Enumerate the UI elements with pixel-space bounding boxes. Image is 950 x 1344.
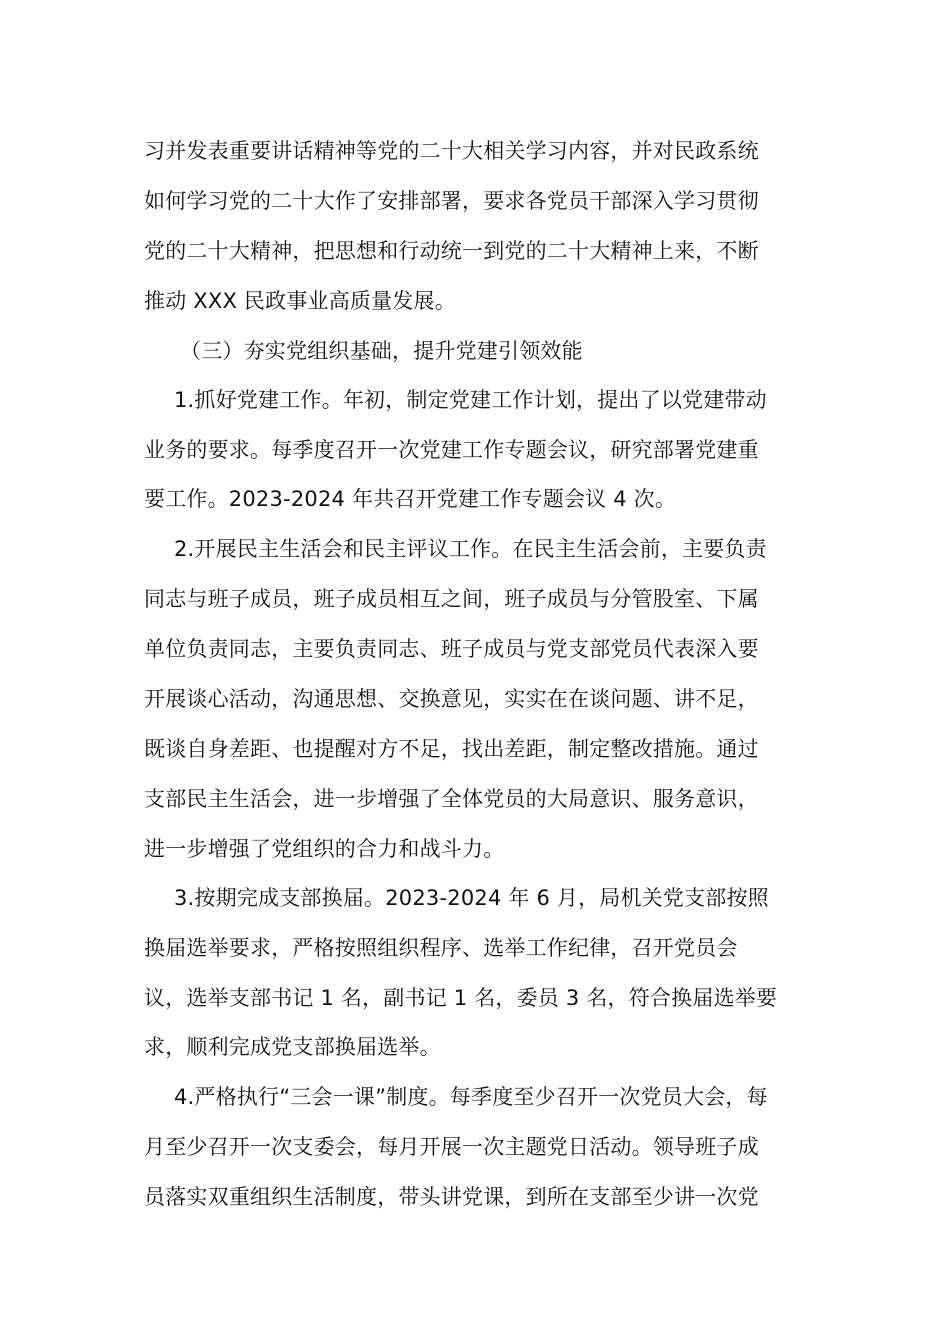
- item-3-line: 3.按期完成支部换届。2023-2024 年 6 月，局机关党支部按照: [174, 886, 769, 910]
- text-line: 如何学习党的二十大作了安排部署，要求各党员干部深入学习贯彻: [144, 189, 759, 213]
- item-2-line: 支部民主生活会，进一步增强了全体党员的大局意识、服务意识，: [144, 787, 759, 811]
- item-2-line: 进一步增强了党组织的合力和战斗力。: [144, 837, 505, 861]
- text-line: 习并发表重要讲话精神等党的二十大相关学习内容，并对民政系统: [144, 139, 759, 163]
- item-2-line: 既谈自身差距、也提醒对方不足，找出差距，制定整改措施。通过: [144, 737, 759, 761]
- text-line: 党的二十大精神，把思想和行动统一到党的二十大精神上来，不断: [144, 239, 759, 263]
- item-2-line: 开展谈心活动，沟通思想、交换意见，实实在在谈问题、讲不足，: [144, 687, 759, 711]
- item-2-line: 2.开展民主生活会和民主评议工作。在民主生活会前，主要负责: [174, 537, 767, 561]
- item-1-line: 业务的要求。每季度召开一次党建工作专题会议，研究部署党建重: [144, 438, 759, 462]
- item-2-line: 单位负责同志，主要负责同志、班子成员与党支部党员代表深入要: [144, 637, 759, 661]
- section-heading: （三）夯实党组织基础，提升党建引领效能: [180, 339, 583, 363]
- item-4-line: 4.严格执行“三会一课”制度。每季度至少召开一次党员大会，每: [174, 1085, 768, 1109]
- item-3-line: 议，选举支部书记 1 名，副书记 1 名，委员 3 名，符合换届选举要: [144, 986, 778, 1010]
- item-4-line: 员落实双重组织生活制度，带头讲党课，到所在支部至少讲一次党: [144, 1185, 759, 1209]
- item-3-line: 换届选举要求，严格按照组织程序、选举工作纪律，召开党员会: [144, 936, 738, 960]
- item-2-line: 同志与班子成员，班子成员相互之间，班子成员与分管股室、下属: [144, 587, 759, 611]
- item-1-line: 1.抓好党建工作。年初，制定党建工作计划，提出了以党建带动: [174, 388, 767, 412]
- item-1-line: 要工作。2023-2024 年共召开党建工作专题会议 4 次。: [144, 487, 677, 511]
- item-3-line: 求，顺利完成党支部换届选举。: [144, 1035, 441, 1059]
- item-4-line: 月至少召开一次支委会，每月开展一次主题党日活动。领导班子成: [144, 1135, 759, 1159]
- text-line: 推动 XXX 民政事业高质量发展。: [144, 289, 456, 313]
